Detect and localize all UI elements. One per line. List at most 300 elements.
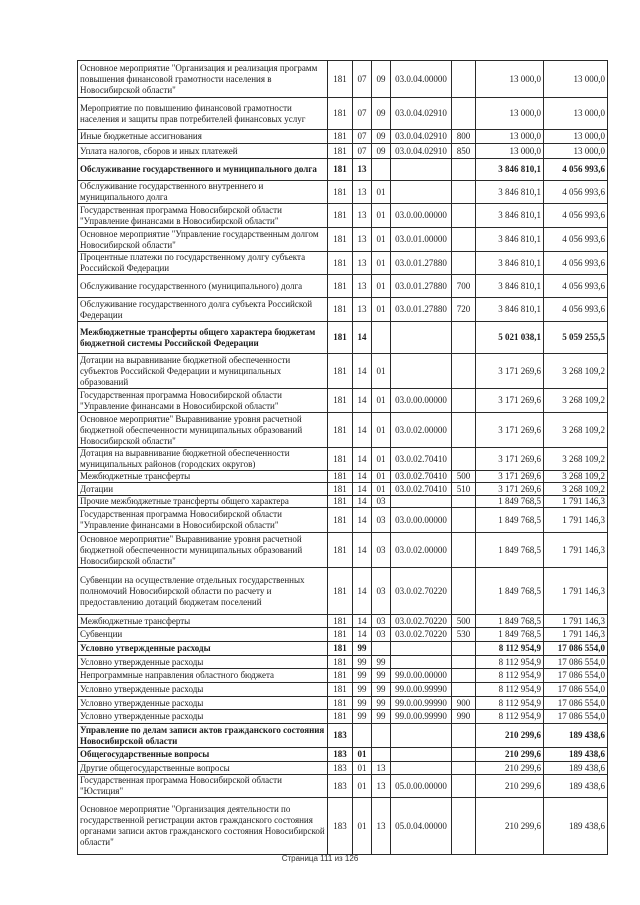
row-amount-col-2: 3 268 109,2 (544, 389, 608, 413)
row-name: Государственная программа Новосибирской области "Управление финансами в Новосибирской области" (78, 389, 328, 413)
row-name: Основное мероприятие" Выравнивание уровня расчетной бюджетной обеспеченности муниципальных образований Новосибирской области" (78, 413, 328, 448)
row-target-article: 03.0.04.00000 (391, 61, 452, 98)
row-amount-col-1: 8 112 954,9 (476, 710, 544, 724)
table-row (78, 181, 608, 204)
row-amount-col-2: 1 791 146,3 (544, 496, 608, 508)
row-admin-code: 181 (328, 710, 353, 724)
row-name: Процентные платежи по государственному долгу субъекта Российской Федерации (78, 252, 328, 275)
row-expense-type: 900 (452, 697, 476, 710)
row-amount-col-2: 4 056 993,6 (544, 204, 608, 228)
row-amount-col-1: 3 171 269,6 (476, 483, 544, 496)
row-section: 14 (353, 413, 372, 448)
row-amount-col-2: 1 791 146,3 (544, 615, 608, 628)
row-admin-code: 181 (328, 204, 353, 228)
row-target-article: 03.0.02.70410 (391, 471, 452, 483)
row-subsection (372, 748, 391, 762)
row-admin-code: 183 (328, 724, 353, 748)
row-section: 07 (353, 61, 372, 98)
row-section: 13 (353, 159, 372, 181)
row-subsection: 03 (372, 508, 391, 533)
row-section: 01 (353, 775, 372, 798)
row-expense-type (452, 568, 476, 615)
row-amount-col-1: 1 849 768,5 (476, 496, 544, 508)
row-admin-code: 181 (328, 642, 353, 656)
row-section: 14 (353, 568, 372, 615)
row-amount-col-1: 1 849 768,5 (476, 628, 544, 642)
row-subsection: 09 (372, 61, 391, 98)
row-target-article: 03.0.02.70220 (391, 615, 452, 628)
row-expense-type (452, 204, 476, 228)
row-subsection: 01 (372, 275, 391, 298)
row-section: 14 (353, 628, 372, 642)
row-section: 07 (353, 98, 372, 130)
row-amount-col-1: 1 849 768,5 (476, 508, 544, 533)
row-amount-col-1: 3 171 269,6 (476, 448, 544, 471)
table-row (78, 413, 608, 448)
row-amount-col-1: 210 299,6 (476, 724, 544, 748)
row-target-article: 03.0.04.02910 (391, 144, 452, 159)
row-target-article: 03.0.00.00000 (391, 389, 452, 413)
row-amount-col-1: 13 000,0 (476, 144, 544, 159)
table-row (78, 669, 608, 683)
table-row (78, 471, 608, 483)
row-name: Дотации (78, 483, 328, 496)
row-section: 14 (353, 508, 372, 533)
table-row (78, 354, 608, 389)
row-target-article: 03.0.01.27880 (391, 275, 452, 298)
row-expense-type (452, 656, 476, 669)
table-row (78, 568, 608, 615)
row-name: Условно утвержденные расходы (78, 697, 328, 710)
row-amount-col-1: 3 171 269,6 (476, 413, 544, 448)
row-amount-col-1: 8 112 954,9 (476, 683, 544, 697)
table-row (78, 656, 608, 669)
row-name: Субвенции (78, 628, 328, 642)
row-admin-code: 181 (328, 181, 353, 204)
row-target-article (391, 181, 452, 204)
row-subsection: 03 (372, 628, 391, 642)
row-subsection: 09 (372, 98, 391, 130)
row-target-article: 99.0.00.99990 (391, 683, 452, 697)
row-subsection: 01 (372, 298, 391, 322)
row-expense-type: 850 (452, 144, 476, 159)
row-expense-type: 720 (452, 298, 476, 322)
row-expense-type (452, 642, 476, 656)
row-expense-type (452, 669, 476, 683)
row-admin-code: 181 (328, 683, 353, 697)
row-target-article: 03.0.02.70410 (391, 448, 452, 471)
row-expense-type: 800 (452, 130, 476, 144)
row-amount-col-2: 1 791 146,3 (544, 533, 608, 568)
row-expense-type (452, 322, 476, 354)
row-target-article (391, 496, 452, 508)
row-amount-col-2: 1 791 146,3 (544, 628, 608, 642)
row-amount-col-2: 4 056 993,6 (544, 159, 608, 181)
row-amount-col-2: 13 000,0 (544, 130, 608, 144)
row-name: Основное мероприятие "Организация деятельности по государственной регистрации актов гражданского состояния органами записи актов гражданского состояния Новосибирской области" (78, 798, 328, 855)
row-target-article: 03.0.02.70220 (391, 568, 452, 615)
row-target-article: 99.0.00.00000 (391, 669, 452, 683)
table-row (78, 762, 608, 775)
row-section: 13 (353, 181, 372, 204)
row-amount-col-1: 13 000,0 (476, 130, 544, 144)
row-amount-col-1: 13 000,0 (476, 98, 544, 130)
row-section: 01 (353, 748, 372, 762)
row-name: Межбюджетные трансферты (78, 471, 328, 483)
row-name: Государственная программа Новосибирской области "Управление финансами в Новосибирской области" (78, 508, 328, 533)
row-subsection (372, 642, 391, 656)
row-amount-col-2: 17 086 554,0 (544, 710, 608, 724)
row-expense-type: 510 (452, 483, 476, 496)
row-section: 14 (353, 496, 372, 508)
row-admin-code: 181 (328, 275, 353, 298)
row-amount-col-2: 189 438,6 (544, 748, 608, 762)
row-target-article: 03.0.01.27880 (391, 298, 452, 322)
row-amount-col-2: 3 268 109,2 (544, 483, 608, 496)
row-amount-col-2: 189 438,6 (544, 724, 608, 748)
row-target-article: 99.0.00.99990 (391, 697, 452, 710)
row-name: Обслуживание государственного долга субъекта Российской Федерации (78, 298, 328, 322)
row-amount-col-2: 4 056 993,6 (544, 181, 608, 204)
table-row (78, 448, 608, 471)
row-subsection: 03 (372, 533, 391, 568)
table-row (78, 98, 608, 130)
row-admin-code: 181 (328, 669, 353, 683)
row-admin-code: 181 (328, 697, 353, 710)
row-amount-col-2: 17 086 554,0 (544, 669, 608, 683)
row-amount-col-1: 210 299,6 (476, 775, 544, 798)
row-expense-type: 500 (452, 615, 476, 628)
table-row (78, 775, 608, 798)
row-target-article (391, 748, 452, 762)
row-subsection: 99 (372, 697, 391, 710)
row-section: 14 (353, 615, 372, 628)
table-row (78, 130, 608, 144)
row-expense-type: 500 (452, 471, 476, 483)
row-name: Прочие межбюджетные трансферты общего характера (78, 496, 328, 508)
table-row (78, 483, 608, 496)
row-expense-type (452, 496, 476, 508)
row-expense-type (452, 98, 476, 130)
row-amount-col-2: 17 086 554,0 (544, 656, 608, 669)
row-expense-type (452, 798, 476, 855)
row-admin-code: 183 (328, 775, 353, 798)
row-amount-col-1: 3 846 810,1 (476, 252, 544, 275)
row-name: Государственная программа Новосибирской области "Юстиция" (78, 775, 328, 798)
row-name: Иные бюджетные ассигнования (78, 130, 328, 144)
row-section: 99 (353, 683, 372, 697)
row-amount-col-2: 1 791 146,3 (544, 508, 608, 533)
row-admin-code: 181 (328, 322, 353, 354)
row-admin-code: 181 (328, 98, 353, 130)
table-row (78, 389, 608, 413)
row-target-article (391, 724, 452, 748)
row-name: Дотации на выравнивание бюджетной обеспеченности субъектов Российской Федерации и муниципальных образований (78, 354, 328, 389)
row-amount-col-1: 3 846 810,1 (476, 181, 544, 204)
table-row (78, 508, 608, 533)
table-row (78, 748, 608, 762)
row-subsection: 09 (372, 144, 391, 159)
row-target-article (391, 159, 452, 181)
row-target-article (391, 656, 452, 669)
row-subsection: 03 (372, 496, 391, 508)
row-admin-code: 181 (328, 568, 353, 615)
row-name: Управление по делам записи актов гражданского состояния Новосибирской области (78, 724, 328, 748)
row-expense-type: 700 (452, 275, 476, 298)
row-section: 14 (353, 471, 372, 483)
table-row (78, 322, 608, 354)
row-subsection: 01 (372, 181, 391, 204)
row-target-article: 03.0.04.02910 (391, 98, 452, 130)
row-expense-type (452, 389, 476, 413)
row-subsection: 01 (372, 252, 391, 275)
table-row (78, 298, 608, 322)
row-expense-type (452, 533, 476, 568)
row-amount-col-2: 5 059 255,5 (544, 322, 608, 354)
row-amount-col-1: 1 849 768,5 (476, 533, 544, 568)
table-row (78, 683, 608, 697)
row-admin-code: 181 (328, 628, 353, 642)
row-section: 99 (353, 669, 372, 683)
row-section: 01 (353, 798, 372, 855)
row-section: 13 (353, 298, 372, 322)
row-subsection: 01 (372, 448, 391, 471)
row-name: Условно утвержденные расходы (78, 642, 328, 656)
row-amount-col-2: 4 056 993,6 (544, 275, 608, 298)
row-subsection: 01 (372, 354, 391, 389)
row-amount-col-1: 3 846 810,1 (476, 275, 544, 298)
row-amount-col-1: 3 846 810,1 (476, 228, 544, 252)
row-name: Обслуживание государственного и муниципального долга (78, 159, 328, 181)
row-section: 14 (353, 322, 372, 354)
table-row (78, 642, 608, 656)
row-expense-type: 530 (452, 628, 476, 642)
row-amount-col-1: 3 846 810,1 (476, 298, 544, 322)
row-subsection: 01 (372, 413, 391, 448)
row-section: 07 (353, 144, 372, 159)
table-row (78, 204, 608, 228)
row-subsection: 13 (372, 762, 391, 775)
row-name: Дотация на выравнивание бюджетной обеспеченности муниципальных районов (городских округов) (78, 448, 328, 471)
row-name: Межбюджетные трансферты (78, 615, 328, 628)
row-expense-type (452, 762, 476, 775)
row-admin-code: 183 (328, 748, 353, 762)
row-admin-code: 181 (328, 656, 353, 669)
row-amount-col-1: 8 112 954,9 (476, 656, 544, 669)
row-admin-code: 181 (328, 471, 353, 483)
row-amount-col-1: 3 171 269,6 (476, 389, 544, 413)
table-row (78, 697, 608, 710)
row-amount-col-2: 17 086 554,0 (544, 697, 608, 710)
row-name: Основное мероприятие "Организация и реализация программ повышения финансовой грамотности населения в Новосибирской области" (78, 61, 328, 98)
row-section: 01 (353, 762, 372, 775)
row-amount-col-1: 5 021 038,1 (476, 322, 544, 354)
table-row (78, 275, 608, 298)
row-subsection: 01 (372, 483, 391, 496)
row-subsection: 01 (372, 228, 391, 252)
row-name: Межбюджетные трансферты общего характера бюджетам бюджетной системы Российской Федерации (78, 322, 328, 354)
row-target-article (391, 762, 452, 775)
table-row (78, 615, 608, 628)
row-amount-col-1: 8 112 954,9 (476, 697, 544, 710)
row-section (353, 724, 372, 748)
row-amount-col-1: 1 849 768,5 (476, 568, 544, 615)
row-admin-code: 181 (328, 413, 353, 448)
budget-table-body (78, 61, 608, 855)
row-target-article (391, 642, 452, 656)
row-subsection: 01 (372, 389, 391, 413)
table-row (78, 533, 608, 568)
row-subsection: 03 (372, 568, 391, 615)
row-amount-col-1: 210 299,6 (476, 762, 544, 775)
row-expense-type (452, 228, 476, 252)
row-subsection: 13 (372, 775, 391, 798)
row-target-article: 03.0.00.00000 (391, 508, 452, 533)
row-section: 14 (353, 354, 372, 389)
row-target-article (391, 354, 452, 389)
row-expense-type (452, 508, 476, 533)
row-section: 99 (353, 642, 372, 656)
row-section: 13 (353, 204, 372, 228)
row-expense-type (452, 413, 476, 448)
row-admin-code: 181 (328, 615, 353, 628)
row-target-article: 03.0.01.00000 (391, 228, 452, 252)
row-subsection: 13 (372, 798, 391, 855)
row-section: 99 (353, 697, 372, 710)
row-subsection: 99 (372, 710, 391, 724)
row-admin-code: 181 (328, 533, 353, 568)
row-amount-col-1: 8 112 954,9 (476, 642, 544, 656)
row-name: Обслуживание государственного (муниципального) долга (78, 275, 328, 298)
row-admin-code: 181 (328, 252, 353, 275)
row-amount-col-2: 3 268 109,2 (544, 471, 608, 483)
row-amount-col-2: 3 268 109,2 (544, 354, 608, 389)
table-row (78, 496, 608, 508)
row-amount-col-1: 3 846 810,1 (476, 159, 544, 181)
row-target-article: 05.0.04.00000 (391, 798, 452, 855)
row-amount-col-1: 3 846 810,1 (476, 204, 544, 228)
table-row (78, 159, 608, 181)
row-section: 14 (353, 448, 372, 471)
row-admin-code: 181 (328, 130, 353, 144)
row-amount-col-2: 17 086 554,0 (544, 642, 608, 656)
table-row (78, 144, 608, 159)
row-name: Основное мероприятие "Управление государственным долгом Новосибирской области" (78, 228, 328, 252)
row-expense-type (452, 354, 476, 389)
row-admin-code: 181 (328, 389, 353, 413)
row-admin-code: 183 (328, 798, 353, 855)
row-subsection: 99 (372, 656, 391, 669)
row-name: Условно утвержденные расходы (78, 710, 328, 724)
table-row (78, 798, 608, 855)
row-section: 99 (353, 656, 372, 669)
row-name: Государственная программа Новосибирской области "Управление финансами в Новосибирской области" (78, 204, 328, 228)
page-number: Страница 111 из 126 (281, 854, 359, 863)
row-admin-code: 181 (328, 159, 353, 181)
row-amount-col-1: 13 000,0 (476, 61, 544, 98)
row-name: Уплата налогов, сборов и иных платежей (78, 144, 328, 159)
row-amount-col-1: 1 849 768,5 (476, 615, 544, 628)
row-name: Непрограммные направления областного бюджета (78, 669, 328, 683)
row-admin-code: 181 (328, 298, 353, 322)
row-expense-type (452, 448, 476, 471)
row-amount-col-2: 189 438,6 (544, 798, 608, 855)
row-amount-col-2: 4 056 993,6 (544, 252, 608, 275)
row-amount-col-1: 3 171 269,6 (476, 354, 544, 389)
row-amount-col-2: 189 438,6 (544, 775, 608, 798)
row-section: 14 (353, 533, 372, 568)
row-expense-type (452, 683, 476, 697)
row-name: Условно утвержденные расходы (78, 656, 328, 669)
row-name: Субвенции на осуществление отдельных государственных полномочий Новосибирской области по расчету и предоставлению дотаций бюджетам поселений (78, 568, 328, 615)
row-subsection: 99 (372, 683, 391, 697)
row-admin-code: 181 (328, 496, 353, 508)
row-name: Обслуживание государственного внутреннего и муниципального долга (78, 181, 328, 204)
row-amount-col-1: 210 299,6 (476, 798, 544, 855)
row-section: 14 (353, 483, 372, 496)
row-subsection: 03 (372, 615, 391, 628)
row-admin-code: 183 (328, 762, 353, 775)
row-expense-type (452, 775, 476, 798)
row-admin-code: 181 (328, 508, 353, 533)
row-amount-col-2: 189 438,6 (544, 762, 608, 775)
row-subsection (372, 159, 391, 181)
row-amount-col-2: 4 056 993,6 (544, 298, 608, 322)
row-expense-type (452, 159, 476, 181)
row-admin-code: 181 (328, 61, 353, 98)
row-admin-code: 181 (328, 228, 353, 252)
row-admin-code: 181 (328, 354, 353, 389)
row-expense-type (452, 61, 476, 98)
row-name: Основное мероприятие" Выравнивание уровня расчетной бюджетной обеспеченности муниципальных образований Новосибирской области" (78, 533, 328, 568)
table-row (78, 710, 608, 724)
row-section: 13 (353, 228, 372, 252)
table-row (78, 724, 608, 748)
row-amount-col-1: 3 171 269,6 (476, 471, 544, 483)
row-target-article: 05.0.00.00000 (391, 775, 452, 798)
row-amount-col-2: 3 268 109,2 (544, 413, 608, 448)
row-target-article: 03.0.02.70220 (391, 628, 452, 642)
row-amount-col-1: 210 299,6 (476, 748, 544, 762)
row-expense-type (452, 181, 476, 204)
row-section: 13 (353, 275, 372, 298)
row-section: 07 (353, 130, 372, 144)
table-row (78, 61, 608, 98)
row-admin-code: 181 (328, 144, 353, 159)
row-subsection: 01 (372, 471, 391, 483)
row-name: Условно утвержденные расходы (78, 683, 328, 697)
row-amount-col-2: 13 000,0 (544, 98, 608, 130)
row-subsection: 01 (372, 204, 391, 228)
row-amount-col-2: 13 000,0 (544, 144, 608, 159)
row-name: Другие общегосударственные вопросы (78, 762, 328, 775)
row-amount-col-2: 4 056 993,6 (544, 228, 608, 252)
row-target-article: 03.0.02.70410 (391, 483, 452, 496)
row-admin-code: 181 (328, 448, 353, 471)
table-row (78, 228, 608, 252)
row-subsection: 99 (372, 669, 391, 683)
row-section: 14 (353, 389, 372, 413)
row-expense-type (452, 748, 476, 762)
budget-table (77, 60, 608, 855)
row-expense-type (452, 252, 476, 275)
row-subsection (372, 724, 391, 748)
row-name: Общегосударственные вопросы (78, 748, 328, 762)
row-target-article: 03.0.00.00000 (391, 204, 452, 228)
row-admin-code: 181 (328, 483, 353, 496)
row-section: 99 (353, 710, 372, 724)
table-row (78, 628, 608, 642)
